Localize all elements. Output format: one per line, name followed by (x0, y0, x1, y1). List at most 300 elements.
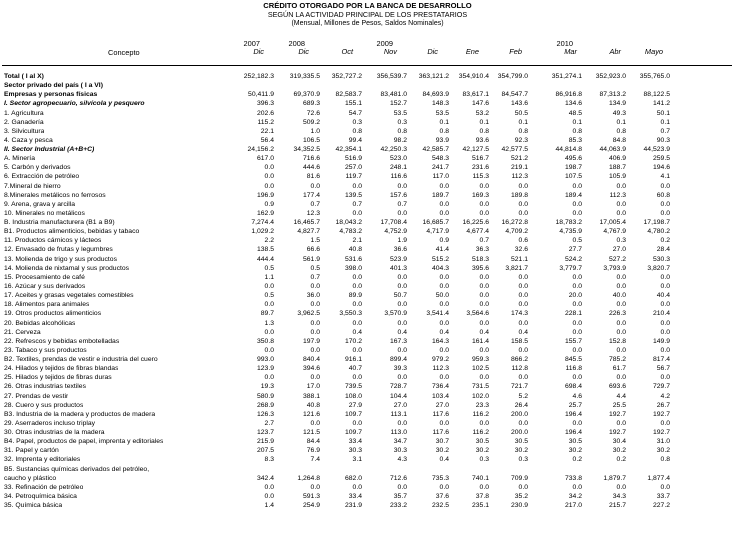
cell-value: 1,029.2 (251, 228, 274, 236)
cell-value: 37.6 (435, 492, 449, 500)
cell-value: 495.6 (564, 155, 582, 163)
cell-value: 548.3 (431, 155, 449, 163)
cell-value: 32.6 (514, 246, 528, 254)
cell-value: 119.7 (345, 173, 362, 181)
row-label: 24. Hilados y tejidos de fibras blandas (4, 365, 119, 373)
cell-value: 196.4 (564, 410, 582, 418)
cell-value: 30.2 (568, 447, 582, 455)
cell-value: 126.3 (256, 410, 274, 418)
cell-value: 25.7 (568, 401, 582, 409)
cell-value: 3,550.3 (339, 310, 362, 318)
cell-value: 0.0 (439, 319, 449, 327)
cell-value: 523.0 (389, 155, 407, 163)
cell-value: 4,677.4 (466, 228, 489, 236)
cell-value: 0.0 (479, 200, 489, 208)
cell-value: 515.2 (431, 255, 449, 263)
cell-value: 0.0 (310, 182, 320, 190)
cell-value: 979.2 (431, 356, 449, 364)
cell-value: 0.0 (352, 346, 362, 354)
cell-value: 0.0 (572, 346, 582, 354)
cell-value: 0.1 (479, 118, 489, 126)
cell-value: 148.3 (431, 100, 449, 108)
cell-value: 0.0 (397, 346, 407, 354)
cell-value: 0.0 (616, 209, 626, 217)
row-label: B4. Papel, productos de papel, imprenta y editoriales (4, 438, 164, 446)
cell-value: 89.9 (348, 292, 362, 300)
cell-value: 112.3 (609, 191, 626, 199)
header-year: 2008 (288, 39, 305, 48)
cell-value: 0.0 (439, 209, 449, 217)
cell-value: 0.9 (439, 237, 449, 245)
cell-value: 217.0 (564, 502, 582, 510)
cell-value: 0.0 (439, 419, 449, 427)
cell-value: 0.0 (264, 182, 274, 190)
header-month: Mar (564, 47, 577, 56)
cell-value: 0.0 (572, 182, 582, 190)
cell-value: 319,335.5 (289, 73, 320, 80)
cell-value: 83,617.1 (462, 91, 489, 99)
cell-value: 102.5 (471, 365, 489, 373)
cell-value: 116.2 (472, 410, 489, 418)
cell-value: 561.9 (302, 255, 320, 263)
cell-value: 0.0 (352, 182, 362, 190)
cell-value: 196.4 (564, 429, 582, 437)
cell-value: 207.5 (256, 447, 274, 455)
cell-value: 241.7 (431, 164, 449, 172)
row-label: 14. Molienda de nixtamal y sus productos (4, 264, 130, 272)
cell-value: 1.3 (264, 319, 274, 327)
cell-value: 164.3 (431, 337, 449, 345)
cell-value: 174.3 (510, 310, 528, 318)
cell-value: 88,122.5 (643, 91, 670, 99)
cell-value: 50,411.9 (248, 91, 274, 99)
cell-value: 44,814.8 (555, 146, 582, 154)
cell-value: 25.5 (612, 401, 626, 409)
cell-value: 259.5 (652, 155, 670, 163)
cell-value: 0.8 (518, 127, 528, 135)
cell-value: 252,182.3 (243, 73, 274, 80)
cell-value: 817.4 (652, 356, 670, 364)
cell-value: 155.7 (564, 337, 582, 345)
cell-value: 197.9 (302, 337, 320, 345)
cell-value: 233.2 (389, 502, 407, 510)
cell-value: 257.0 (344, 164, 362, 172)
cell-value: 0.0 (439, 282, 449, 290)
cell-value: 162.9 (256, 209, 274, 217)
cell-value: 235.1 (471, 502, 489, 510)
cell-value: 693.6 (608, 383, 626, 391)
cell-value: 0.0 (310, 483, 320, 491)
cell-value: 54.7 (348, 109, 362, 117)
cell-value: 0.0 (310, 301, 320, 309)
cell-value: 0.0 (352, 209, 362, 217)
row-label: Total ( I al X) (4, 73, 44, 80)
cell-value: 0.0 (518, 346, 528, 354)
cell-value: 0.8 (660, 456, 670, 464)
row-label: Empresas y personas físicas (4, 91, 98, 99)
cell-value: 44,523.9 (643, 146, 670, 154)
cell-value: 0.0 (439, 483, 449, 491)
cell-value: 354,799.0 (497, 73, 528, 80)
cell-value: 189.4 (564, 191, 582, 199)
cell-value: 0.0 (572, 419, 582, 427)
cell-value: 0.0 (439, 346, 449, 354)
cell-value: 0.0 (660, 319, 670, 327)
cell-value: 0.4 (518, 328, 528, 336)
row-label: B. Industria manufacturera (B1 a B9) (4, 219, 115, 227)
row-label: 2. Ganadería (4, 118, 44, 126)
cell-value: 248.1 (389, 164, 407, 172)
cell-value: 36.6 (393, 246, 407, 254)
row-label: Sector privado del país ( I a VI) (4, 82, 103, 90)
cell-value: 354,910.4 (458, 73, 489, 80)
cell-value: 167.3 (389, 337, 407, 345)
cell-value: 1.1 (264, 273, 274, 281)
cell-value: 0.0 (660, 328, 670, 336)
cell-value: 196.9 (256, 191, 274, 199)
cell-value: 112.8 (511, 365, 528, 373)
cell-value: 109.7 (344, 410, 362, 418)
cell-value: 60.8 (656, 191, 670, 199)
cell-value: 0.0 (616, 419, 626, 427)
cell-value: 30.2 (514, 447, 528, 455)
cell-value: 30.3 (348, 447, 362, 455)
cell-value: 0.0 (572, 200, 582, 208)
cell-value: 37.8 (475, 492, 489, 500)
cell-value: 30.5 (514, 438, 528, 446)
cell-value: 210.4 (652, 310, 670, 318)
cell-value: 363,121.2 (418, 73, 449, 80)
cell-value: 0.2 (616, 456, 626, 464)
cell-value: 3,821.7 (505, 264, 528, 272)
cell-value: 0.0 (518, 301, 528, 309)
cell-value: 0.0 (439, 301, 449, 309)
cell-value: 0.4 (479, 328, 489, 336)
cell-value: 0.0 (264, 492, 274, 500)
cell-value: 49.3 (612, 109, 626, 117)
row-label: 26. Otras industrias textiles (4, 383, 86, 391)
cell-value: 34,352.5 (293, 146, 320, 154)
cell-value: 1,264.8 (297, 474, 320, 482)
cell-value: 41.4 (435, 246, 449, 254)
row-label: 25. Hilados y tejidos de fibras duras (4, 374, 112, 382)
row-label: II. Sector Industrial (A+B+C) (4, 146, 95, 154)
cell-value: 16,465.7 (293, 219, 320, 227)
cell-value: 69,370.9 (293, 91, 320, 99)
cell-value: 0.0 (616, 282, 626, 290)
cell-value: 0.0 (264, 346, 274, 354)
cell-value: 0.0 (310, 319, 320, 327)
cell-value: 53.2 (475, 109, 489, 117)
cell-value: 406.9 (608, 155, 626, 163)
cell-value: 404.3 (431, 264, 449, 272)
cell-value: 0.1 (660, 118, 670, 126)
cell-value: 230.9 (510, 502, 528, 510)
cell-value: 39.3 (393, 365, 407, 373)
cell-value: 56.7 (656, 365, 670, 373)
cell-value: 0.5 (264, 264, 274, 272)
row-label: 33. Refinación de petróleo (4, 483, 84, 491)
cell-value: 53.5 (435, 109, 449, 117)
row-label: 35. Química básica (4, 502, 63, 510)
cell-value: 0.0 (660, 200, 670, 208)
cell-value: 30.2 (612, 447, 626, 455)
cell-value: 729.7 (652, 383, 670, 391)
cell-value: 18,783.2 (555, 219, 582, 227)
cell-value: 116.2 (472, 429, 489, 437)
cell-value: 27.9 (348, 401, 362, 409)
cell-value: 143.6 (510, 100, 528, 108)
cell-value: 0.0 (660, 209, 670, 217)
cell-value: 4,767.9 (603, 228, 626, 236)
row-label: 4. Caza y pesca (4, 136, 53, 144)
cell-value: 899.4 (389, 356, 407, 364)
cell-value: 231.9 (344, 502, 362, 510)
cell-value: 192.7 (608, 429, 626, 437)
cell-value: 42,127.5 (462, 146, 489, 154)
row-label: 19. Otros productos alimenticios (4, 310, 102, 318)
cell-value: 139.5 (344, 191, 362, 199)
cell-value: 731.5 (471, 383, 489, 391)
cell-value: 89.7 (260, 310, 274, 318)
cell-value: 0.0 (264, 282, 274, 290)
row-label: B1. Productos alimenticios, bebidas y tabaco (4, 228, 140, 236)
cell-value: 4.2 (660, 392, 670, 400)
cell-value: 959.3 (471, 356, 489, 364)
cell-value: 5.2 (518, 392, 528, 400)
cell-value: 105.9 (608, 173, 626, 181)
cell-value: 50.1 (656, 109, 670, 117)
cell-value: 169.3 (471, 191, 489, 199)
cell-value: 76.9 (306, 447, 320, 455)
cell-value: 352,727.2 (331, 73, 362, 80)
cell-value: 117.0 (432, 173, 449, 181)
cell-value: 0.8 (616, 127, 626, 135)
cell-value: 350.8 (256, 337, 274, 345)
cell-value: 155.1 (344, 100, 362, 108)
cell-value: 531.6 (344, 255, 362, 263)
cell-value: 0.0 (616, 200, 626, 208)
cell-value: 0.0 (518, 374, 528, 382)
cell-value: 3,793.9 (603, 264, 626, 272)
cell-value: 18,043.2 (335, 219, 362, 227)
cell-value: 117.6 (432, 429, 449, 437)
cell-value: 30.2 (435, 447, 449, 455)
cell-value: 0.7 (397, 200, 407, 208)
cell-value: 352,923.0 (595, 73, 626, 80)
cell-value: 40.8 (348, 246, 362, 254)
cell-value: 0.0 (397, 419, 407, 427)
header-month: Ene (465, 47, 479, 56)
cell-value: 93.9 (435, 136, 449, 144)
cell-value: 103.4 (431, 392, 449, 400)
cell-value: 40.0 (612, 292, 626, 300)
cell-value: 3,962.5 (297, 310, 320, 318)
table-row (2, 501, 732, 511)
cell-value: 0.0 (264, 328, 274, 336)
document-note: (Mensual, Millones de Pesos, Saldos Nominales) (291, 20, 444, 27)
cell-value: 617.0 (256, 155, 274, 163)
cell-value: 40.4 (656, 292, 670, 300)
cell-value: 0.0 (310, 419, 320, 427)
cell-value: 3,570.9 (384, 310, 407, 318)
cell-value: 0.0 (397, 273, 407, 281)
cell-value: 84,547.7 (501, 91, 528, 99)
cell-value: 342.4 (256, 474, 274, 482)
cell-value: 521.2 (510, 155, 528, 163)
row-label: 12. Envasado de frutas y legumbres (4, 246, 113, 254)
cell-value: 866.2 (510, 356, 528, 364)
cell-value: 689.3 (302, 100, 320, 108)
cell-value: 0.0 (616, 328, 626, 336)
cell-value: 0.0 (616, 319, 626, 327)
header-month: Nov (383, 47, 397, 56)
cell-value: 388.1 (302, 392, 320, 400)
cell-value: 3,541.4 (426, 310, 449, 318)
cell-value: 228.1 (564, 310, 582, 318)
cell-value: 0.0 (518, 209, 528, 217)
row-label: 21. Cerveza (4, 328, 41, 336)
cell-value: 721.7 (510, 383, 528, 391)
row-label: 16. Azúcar y sus derivados (4, 282, 86, 290)
cell-value: 36.0 (306, 292, 320, 300)
cell-value: 0.0 (518, 282, 528, 290)
cell-value: 112.3 (432, 365, 449, 373)
cell-value: 83,481.0 (380, 91, 407, 99)
cell-value: 12.3 (306, 209, 320, 217)
document-subtitle: SEGÚN LA ACTIVIDAD PRINCIPAL DE LOS PRESTATARIOS (267, 10, 468, 19)
cell-value: 8.3 (264, 456, 274, 464)
cell-value: 42,577.5 (501, 146, 528, 154)
cell-value: 0.5 (264, 292, 274, 300)
cell-value: 115.2 (257, 118, 274, 126)
cell-value: 42,250.3 (380, 146, 407, 154)
cell-value: 0.0 (352, 483, 362, 491)
cell-value: 0.0 (572, 273, 582, 281)
cell-value: 396.3 (256, 100, 274, 108)
cell-value: 0.0 (439, 200, 449, 208)
cell-value: 0.1 (518, 118, 528, 126)
cell-value: 99.4 (348, 136, 362, 144)
row-label: 32. Imprenta y editoriales (4, 456, 81, 464)
cell-value: 219.1 (510, 164, 528, 172)
cell-value: 107.5 (564, 173, 582, 181)
cell-value: 709.9 (510, 474, 528, 482)
cell-value: 17,708.4 (380, 219, 407, 227)
cell-value: 42,354.1 (335, 146, 362, 154)
cell-value: 0.0 (572, 319, 582, 327)
cell-value: 0.0 (616, 182, 626, 190)
cell-value: 0.0 (310, 328, 320, 336)
cell-value: 0.0 (264, 301, 274, 309)
cell-value: 0.6 (518, 237, 528, 245)
cell-value: 0.0 (660, 273, 670, 281)
row-label: 6. Extracción de petróleo (4, 173, 80, 181)
cell-value: 84,693.9 (422, 91, 449, 99)
cell-value: 580.9 (256, 392, 274, 400)
header-year: 2007 (243, 39, 260, 48)
cell-value: 20.0 (568, 292, 582, 300)
cell-value: 728.7 (389, 383, 407, 391)
cell-value: 33.4 (348, 438, 362, 446)
cell-value: 0.0 (397, 182, 407, 190)
cell-value: 0.0 (264, 374, 274, 382)
header-month: Mayo (644, 47, 663, 56)
cell-value: 189.8 (510, 191, 528, 199)
cell-value: 254.9 (302, 502, 320, 510)
cell-value: 1,879.7 (603, 474, 626, 482)
cell-value: 31.0 (656, 438, 670, 446)
cell-value: 0.7 (310, 273, 320, 281)
cell-value: 200.0 (510, 429, 528, 437)
cell-value: 116.6 (390, 173, 407, 181)
cell-value: 355,765.0 (639, 73, 670, 80)
cell-value: 30.5 (568, 438, 582, 446)
cell-value: 0.0 (660, 182, 670, 190)
cell-value: 215.9 (256, 438, 274, 446)
cell-value: 177.4 (302, 191, 320, 199)
cell-value: 524.2 (564, 255, 582, 263)
cell-value: 268.9 (256, 401, 274, 409)
cell-value: 0.0 (518, 200, 528, 208)
row-label: caucho y plástico (4, 474, 57, 482)
cell-value: 16,685.7 (422, 219, 449, 227)
cell-value: 188.7 (608, 164, 626, 172)
cell-value: 736.4 (431, 383, 449, 391)
cell-value: 50.7 (393, 292, 407, 300)
cell-value: 0.0 (439, 182, 449, 190)
cell-value: 0.0 (479, 419, 489, 427)
cell-value: 4,709.2 (505, 228, 528, 236)
cell-value: 16,272.8 (501, 219, 528, 227)
cell-value: 30.4 (612, 438, 626, 446)
row-label: B5. Sustancias químicas derivados del petróleo, (4, 465, 150, 473)
header-year: 2010 (556, 39, 573, 48)
cell-value: 90.3 (656, 136, 670, 144)
cell-value: 200.0 (510, 410, 528, 418)
cell-value: 152.8 (608, 337, 626, 345)
cell-value: 1.0 (310, 127, 320, 135)
cell-value: 0.0 (310, 374, 320, 382)
cell-value: 161.4 (471, 337, 489, 345)
cell-value: 0.2 (660, 237, 670, 245)
row-label: 29. Aserraderos incluso triplay (4, 419, 96, 427)
cell-value: 0.7 (310, 200, 320, 208)
cell-value: 61.7 (612, 365, 626, 373)
cell-value: 215.7 (608, 502, 626, 510)
cell-value: 226.3 (608, 310, 626, 318)
cell-value: 0.4 (352, 328, 362, 336)
header-rule (2, 65, 732, 66)
cell-value: 516.7 (471, 155, 489, 163)
cell-value: 26.4 (514, 401, 528, 409)
row-label: 31. Papel y cartón (4, 447, 59, 455)
header-month: Dic (427, 47, 438, 56)
cell-value: 0.4 (439, 456, 449, 464)
row-label: 1. Agricultura (4, 109, 44, 117)
cell-value: 527.2 (608, 255, 626, 263)
cell-value: 123.7 (256, 429, 274, 437)
cell-value: 27.0 (612, 246, 626, 254)
row-label: 5. Carbón y derivados (4, 164, 71, 172)
row-label: 17. Aceites y grasas vegetales comestibles (4, 292, 134, 300)
cell-value: 0.8 (397, 127, 407, 135)
cell-value: 17,198.7 (643, 219, 670, 227)
cell-value: 0.0 (352, 374, 362, 382)
cell-value: 356,539.7 (376, 73, 407, 80)
cell-value: 66.6 (306, 246, 320, 254)
row-label: 9. Arena, grava y arcilla (4, 200, 76, 208)
